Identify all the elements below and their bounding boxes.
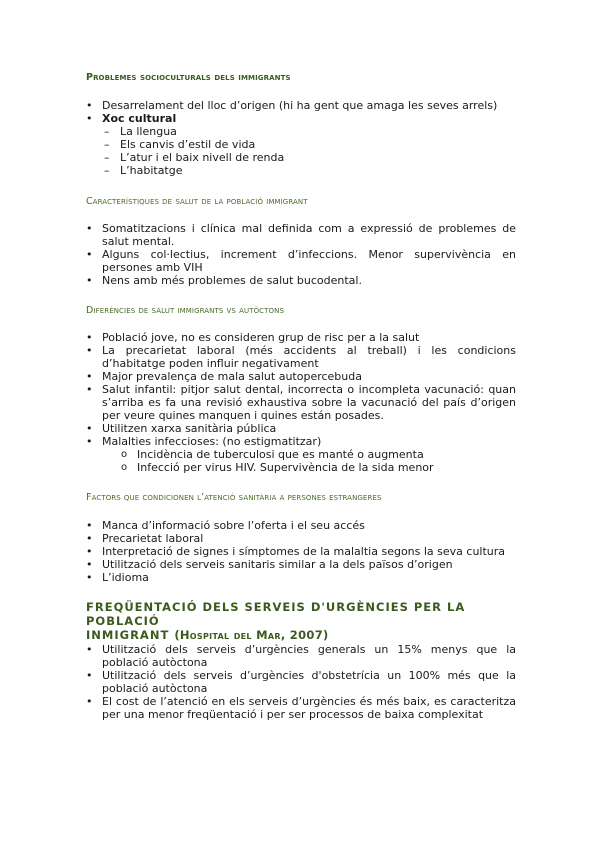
dash-icon: – <box>104 125 110 138</box>
section-heading-health-differences: Diferències de salut immigrants vs autòctons <box>86 305 285 316</box>
list-item: • El cost de l’atenció en els serveis d’urgències és més baix, es caracteritza per una menor freqüentació i per ser processos de baixa complexitat <box>86 695 516 721</box>
heading-source: (Hospital del Mar, 2007) <box>174 628 329 642</box>
bullet-icon: • <box>86 99 93 112</box>
sub-list-item: – Els canvis d’estil de vida <box>104 138 256 151</box>
bullet-icon: • <box>86 248 93 261</box>
list-item: • Població jove, no es consideren grup de risc per a la salut <box>86 331 420 344</box>
circle-bullet-icon: o <box>121 462 128 473</box>
list-item: • Malalties infeccioses: (no estigmatitzar) o Incidència de tuberculosi que es manté o augmenta o Infecció per virus HIV. Supervivència de la sida menor <box>86 435 516 474</box>
bullet-icon: • <box>86 222 93 235</box>
list-item: • Utilització dels serveis d’urgències generals un 15% menys que la població autòctona <box>86 643 516 669</box>
list-item: • Interpretació de signes i símptomes de la malaltia segons la seva cultura <box>86 545 506 558</box>
bullet-icon: • <box>86 571 93 584</box>
bullet-icon: • <box>86 112 93 125</box>
bullet-icon: • <box>86 519 93 532</box>
list-item: • Nens amb més problemes de salut bucodental. <box>86 274 362 287</box>
section-heading-sociocultural: Problemes socioculturals dels immigrants <box>86 72 291 83</box>
health-characteristics-list <box>86 222 516 287</box>
sub-list-item: o Infecció per virus HIV. Supervivència de la sida menor <box>121 461 434 474</box>
bullet-icon: • <box>86 545 93 558</box>
list-item: • Manca d’informació sobre l’oferta i el seu accés <box>86 519 365 532</box>
sub-list-item: – La llengua <box>104 125 177 138</box>
bullet-icon: • <box>86 344 93 357</box>
list-item: • Utilitzen xarxa sanitària pública <box>86 422 277 435</box>
bullet-icon: • <box>86 669 93 682</box>
bullet-icon: • <box>86 422 93 435</box>
list-item: • Utilització dels serveis d’urgències d'obstetrícia un 100% més que la població autòctona <box>86 669 516 695</box>
bullet-icon: • <box>86 695 93 708</box>
list-item: • Utilització dels serveis sanitaris similar a la dels països d’origen <box>86 558 453 571</box>
bullet-icon: • <box>86 532 93 545</box>
list-item: • Alguns col·lectius, increment d’infeccions. Menor supervivència en persones amb VIH <box>86 248 516 274</box>
culture-shock-sublist <box>86 125 516 177</box>
bullet-icon: • <box>86 331 93 344</box>
bullet-icon: • <box>86 370 93 383</box>
bullet-icon: • <box>86 643 93 656</box>
sociocultural-list <box>86 99 516 177</box>
bullet-icon: • <box>86 274 93 287</box>
section-heading-health-characteristics: Característiques de salut de la població immigrant <box>86 196 308 207</box>
list-item: • Somatitzacions i clínica mal definida com a expressió de problemes de salut mental. <box>86 222 516 248</box>
dash-icon: – <box>104 138 110 151</box>
list-item: • Xoc cultural – La llengua – Els canvis d’estil de vida – L’atur i el baix nivell de renda – L’habitatge <box>86 112 516 177</box>
sub-list-item: – L’habitatge <box>104 164 183 177</box>
list-item: • Precarietat laboral <box>86 532 204 545</box>
bullet-icon: • <box>86 383 93 396</box>
section-heading-emergency-usage <box>86 600 516 642</box>
bullet-icon: • <box>86 558 93 571</box>
bullet-icon: • <box>86 435 93 448</box>
emergency-usage-list <box>86 643 516 721</box>
list-item: • Salut infantil: pitjor salut dental, incorrecta o incompleta vacunació: quan s’arriba es fa una revisió exhaustiva sobre la vacunació del país d’origen per veure quines manquen i quines están posades. <box>86 383 516 422</box>
section-heading-care-factors: Factors que condicionen l’atenció sanitària a persones estrangeres <box>86 492 382 503</box>
health-differences-list <box>86 331 516 474</box>
list-item: • Desarrelament del lloc d’origen (hi ha gent que amaga les seves arrels) <box>86 99 498 112</box>
list-item: • L’idioma <box>86 571 149 584</box>
sub-list-item: – L’atur i el baix nivell de renda <box>104 151 285 164</box>
heading-line-1: FREQÜENTACIÓ DELS SERVEIS D'URGÈNCIES PER LA POBLACIÓ <box>86 600 466 628</box>
dash-icon: – <box>104 164 110 177</box>
list-item: • Major prevalença de mala salut autopercebuda <box>86 370 362 383</box>
infectious-diseases-sublist <box>86 448 516 474</box>
care-factors-list <box>86 519 516 584</box>
list-item: • La precarietat laboral (més accidents al treball) i les condicions d’habitatge poden influir negativament <box>86 344 516 370</box>
sub-list-item: o Incidència de tuberculosi que es manté o augmenta <box>121 448 424 461</box>
circle-bullet-icon: o <box>121 449 128 460</box>
dash-icon: – <box>104 151 110 164</box>
heading-line-2: INMIGRANT (Hospital del Mar, 2007) <box>86 628 329 642</box>
